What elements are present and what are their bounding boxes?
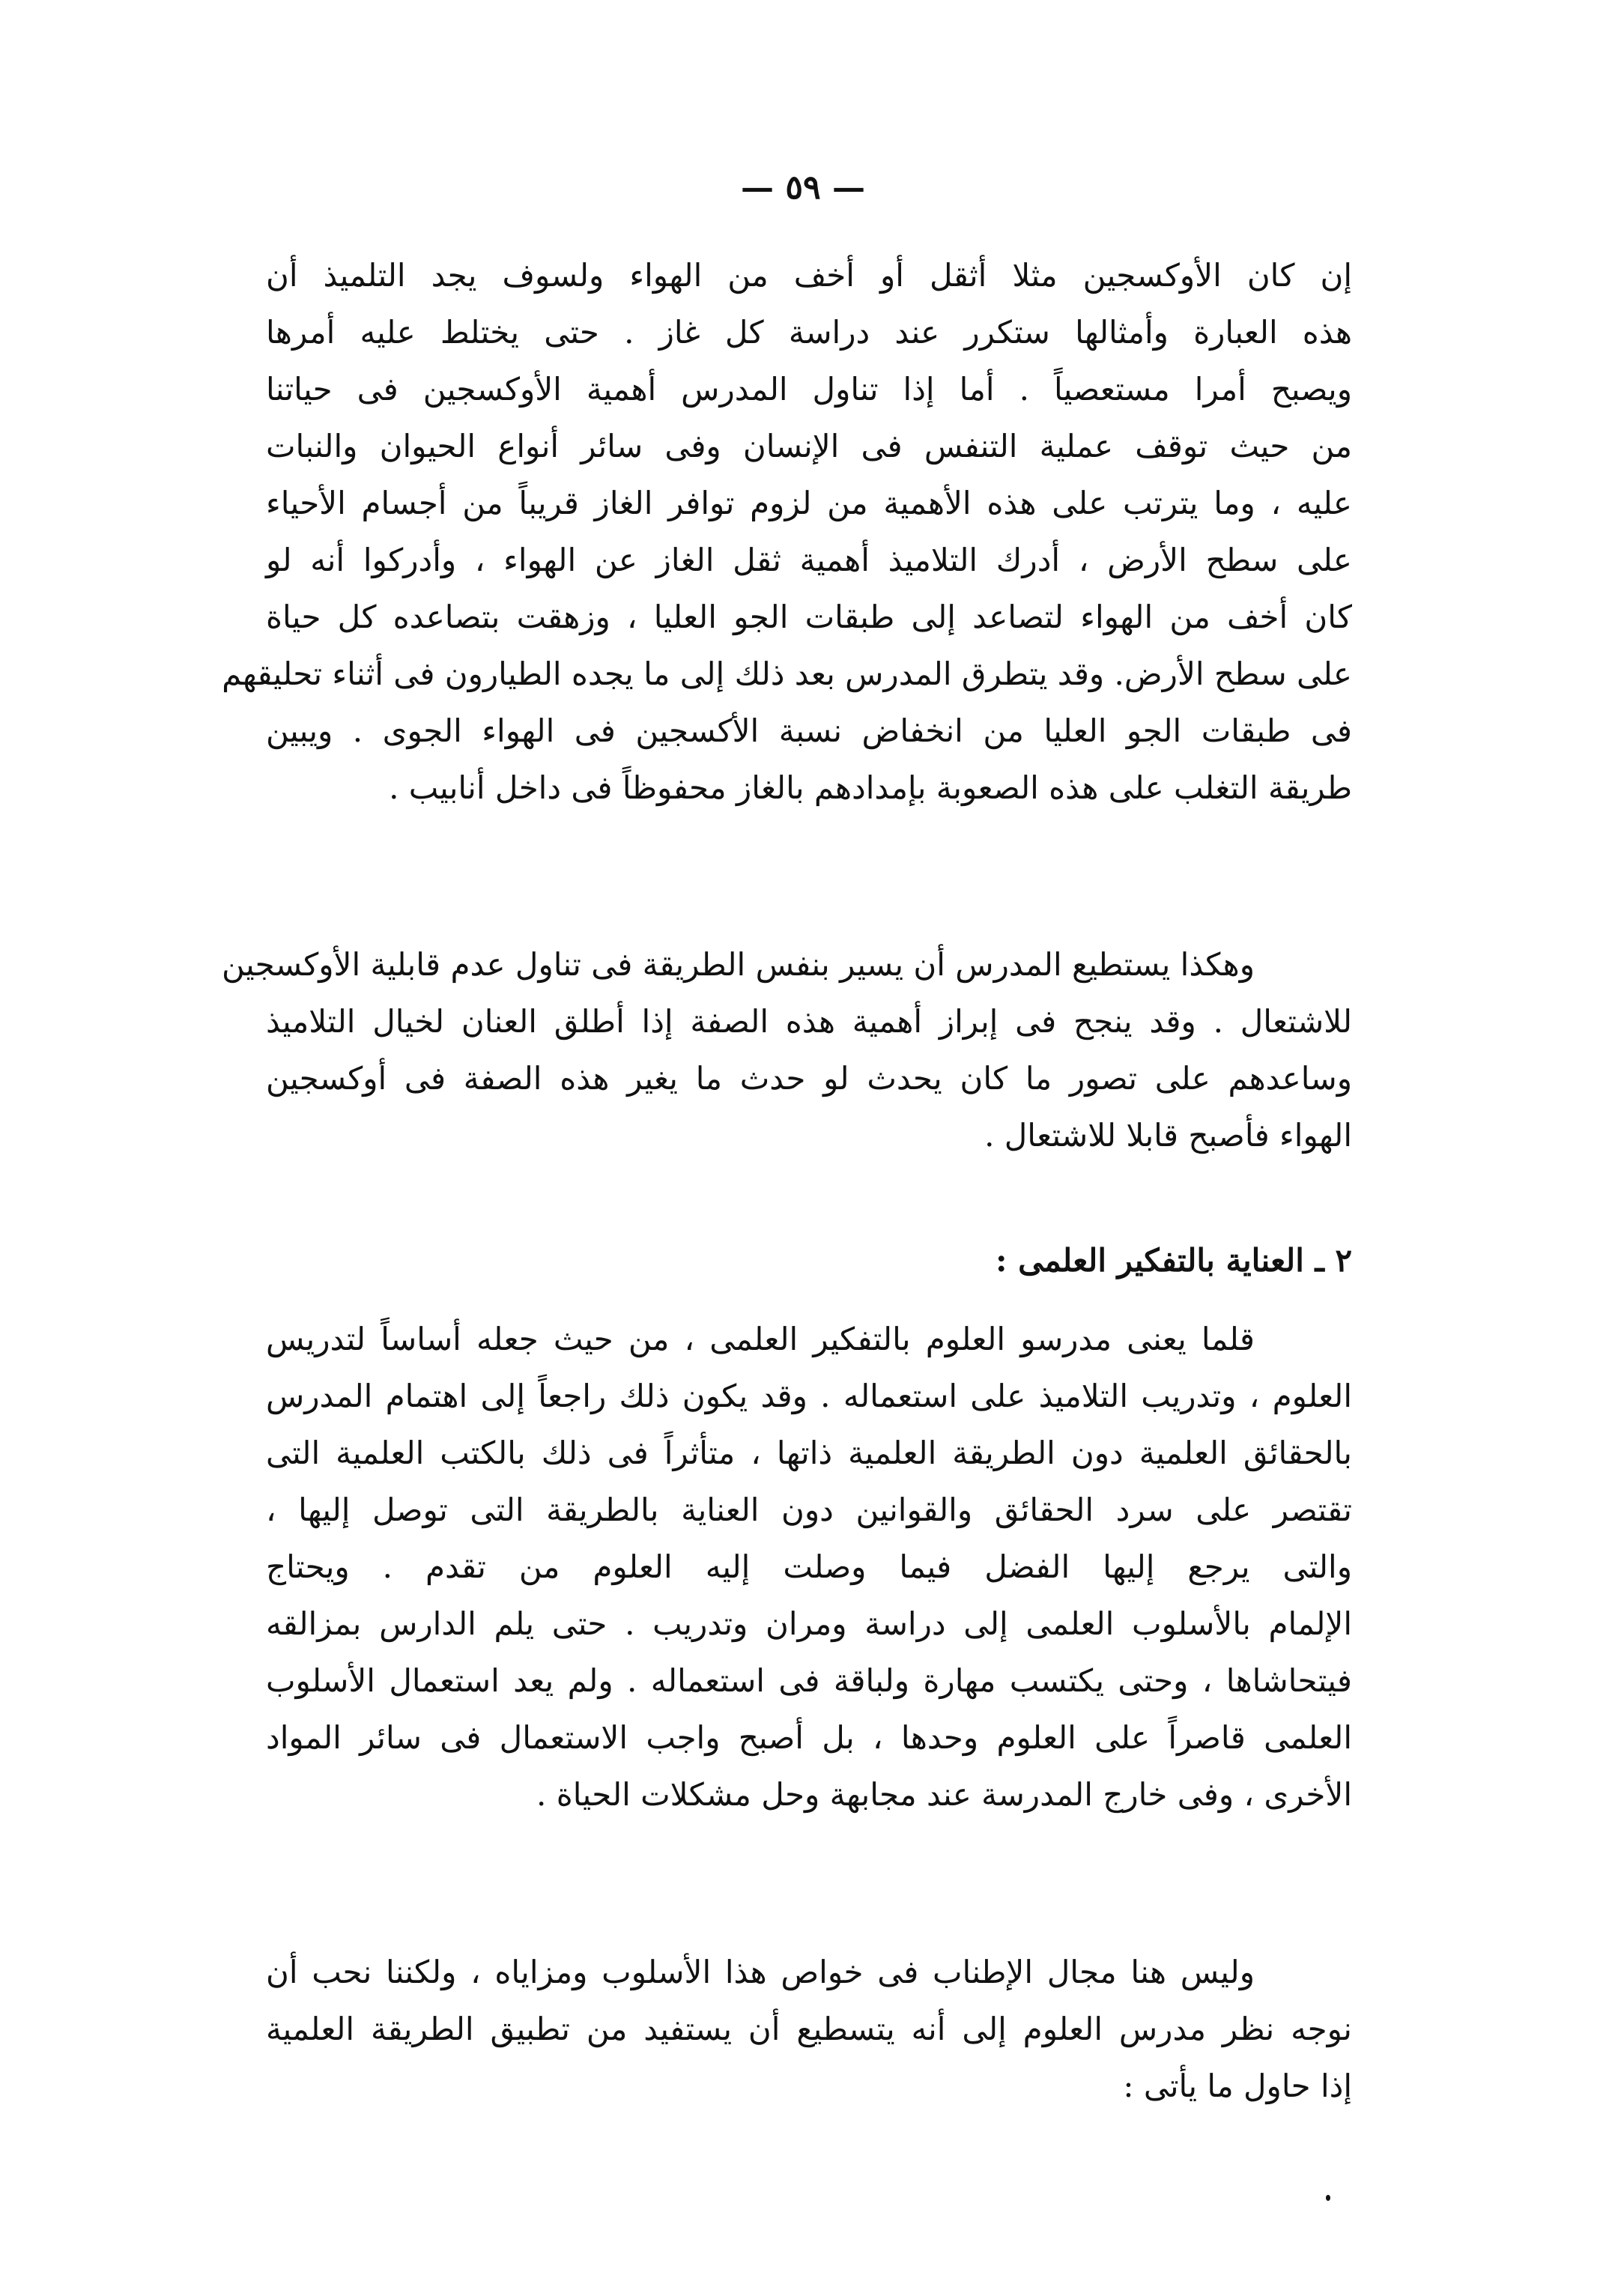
- text-line: قلما يعنى مدرسو العلوم بالتفكير العلمى ، من حيث جعله أساساً لتدريس: [266, 1321, 1255, 1357]
- page-number: — ٥٩ —: [741, 169, 865, 207]
- text-line: العلوم ، وتدريب التلاميذ على استعماله . وقد يكون ذلك راجعاً إلى اهتمام المدرس: [266, 1378, 1352, 1414]
- text-line: إن كان الأوكسجين مثلا أثقل أو أخف من الهواء ولسوف يجد التلميذ أن: [266, 257, 1352, 294]
- text-line: هذه العبارة وأمثالها ستكرر عند دراسة كل غاز . حتى يختلط عليه أمرها: [266, 314, 1352, 351]
- text-line: على سطح الأرض ، أدرك التلاميذ أهمية ثقل الغاز عن الهواء ، وأدركوا أنه لو: [266, 542, 1352, 578]
- section-heading: ٢ ـ العناية بالتفكير العلمى :: [995, 1242, 1352, 1279]
- paragraph-4: [266, 1944, 1352, 2115]
- text-line: تقتصر على سرد الحقائق والقوانين دون العناية بالطريقة التى توصل إليها ،: [266, 1491, 1352, 1528]
- ink-mark: [1326, 2195, 1330, 2201]
- text-line: ويصبح أمرا مستعصياً . أما إذا تناول المدرس أهمية الأوكسجين فى حياتنا: [266, 371, 1352, 408]
- section-heading-block: [266, 1232, 1352, 1289]
- text-line: كان أخف من الهواء لتصاعد إلى طبقات الجو العليا ، وزهقت بتصاعده كل حياة: [266, 599, 1352, 635]
- text-line: بالحقائق العلمية دون الطريقة العلمية ذاتها ، متأثراً فى ذلك بالكتب العلمية التى: [266, 1435, 1352, 1471]
- text-line: فى طبقات الجو العليا من انخفاض نسبة الأكسجين فى الهواء الجوى . ويبين: [266, 712, 1352, 749]
- text-line: نوجه نظر مدرس العلوم إلى أنه يتسطيع أن يستفيد من تطبيق الطريقة العلمية: [266, 2011, 1352, 2047]
- text-line: للاشتعال . وقد ينجح فى إبراز أهمية هذه الصفة إذا أطلق العنان لخيال التلاميذ: [266, 1003, 1352, 1040]
- text-line: على سطح الأرض. وقد يتطرق المدرس بعد ذلك إلى ما يجده الطيارون فى أثناء تحليقهم: [222, 655, 1352, 692]
- text-line: طريقة التغلب على هذه الصعوبة بإمدادهم بالغاز محفوظاً فى داخل أنابيب .: [389, 769, 1352, 806]
- text-line: وساعدهم على تصور ما كان يحدث لو حدث ما يغير هذه الصفة فى أوكسجين: [266, 1060, 1352, 1097]
- text-line: وهكذا يستطيع المدرس أن يسير بنفس الطريقة فى تناول عدم قابلية الأوكسجين: [221, 946, 1255, 983]
- paragraph-3: [266, 1311, 1352, 1823]
- text-line: من حيث توقف عملية التنفس فى الإنسان وفى سائر أنواع الحيوان والنبات: [266, 428, 1352, 464]
- text-line: الأخرى ، وفى خارج المدرسة عند مجابهة وحل مشكلات الحياة .: [536, 1776, 1352, 1813]
- text-line: فيتحاشاها ، وحتى يكتسب مهارة ولباقة فى استعماله . ولم يعد استعمال الأسلوب: [266, 1662, 1352, 1699]
- text-line: العلمى قاصراً على العلوم وحدها ، بل أصبح واجب الاستعمال فى سائر المواد: [266, 1719, 1352, 1756]
- text-line: عليه ، وما يترتب على هذه الأهمية من لزوم توافر الغاز قريباً من أجسام الأحياء: [266, 485, 1352, 521]
- text-line: وليس هنا مجال الإطناب فى خواص هذا الأسلوب ومزاياه ، ولكننا نحب أن: [266, 1954, 1255, 1990]
- paragraph-2: [221, 936, 1352, 1164]
- text-line: إذا حاول ما يأتى :: [1123, 2068, 1352, 2104]
- text-line: والتى يرجع إليها الفضل فيما وصلت إليه العلوم من تقدم . ويحتاج: [266, 1548, 1352, 1585]
- text-line: الإلمام بالأسلوب العلمى إلى دراسة ومران وتدريب . حتى يلم الدارس بمزالقه: [266, 1605, 1352, 1642]
- text-line: الهواء فأصبح قابلا للاشتعال .: [984, 1117, 1352, 1154]
- paragraph-1: [222, 247, 1352, 817]
